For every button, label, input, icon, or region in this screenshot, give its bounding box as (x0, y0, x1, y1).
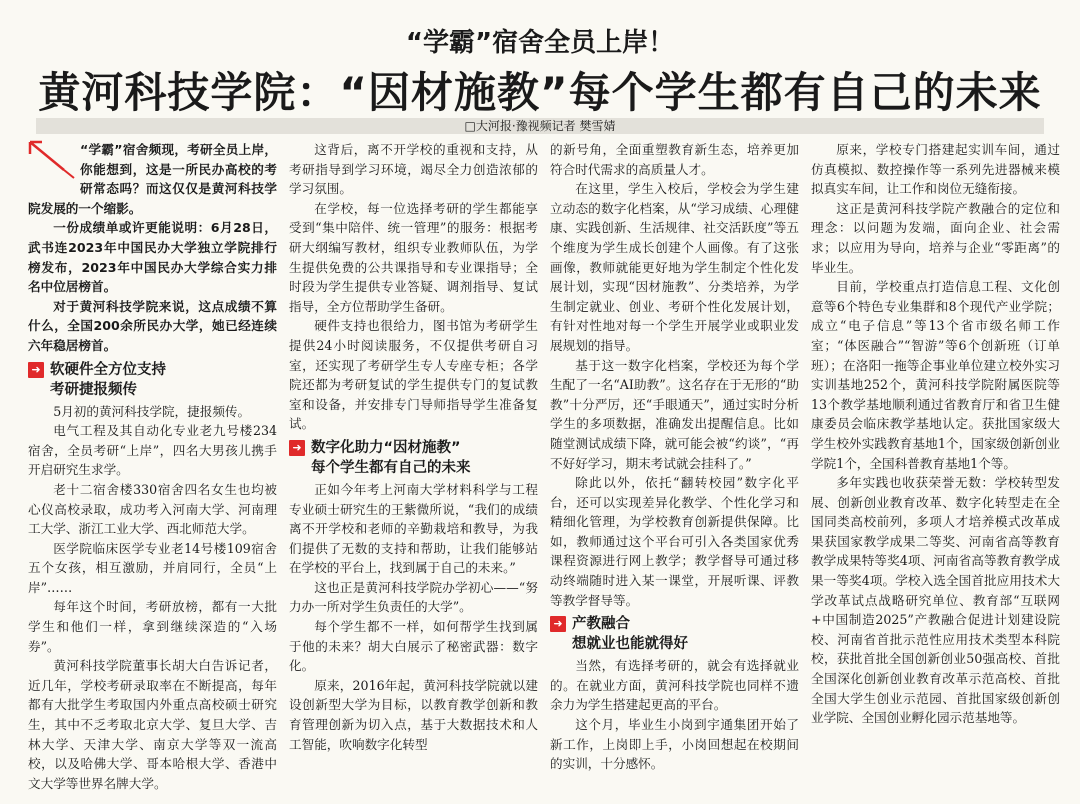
section-arrow-icon: ➜ (28, 362, 44, 378)
section-heading-3: ➜ 产教融合 想就业也能就得好 (550, 614, 799, 654)
body-paragraph: 在学校，每一位选择考研的学生都能享受到“集中陪伴、统一管理”的服务：根据考研大纲编写教材，组织专业教师队伍，为学生提供免费的公共课指导和专业课指导；全时段为学生提供专业答疑、调剂指导、复试指导，全方位帮助学生备研。 (289, 200, 538, 314)
headline: 黄河科技学院：“因材施教”每个学生都有自己的未来 (38, 68, 1042, 117)
lead-paragraph: “学霸”宿舍频现，考研全员上岸，你能想到，这是一所民办高校的考研常态吗？而这仅仅是黄河科技学院发展的一个缩影。 (28, 142, 277, 216)
body-paragraph: 当然，有选择考研的，就会有选择就业的。在就业方面，黄河科技学院也同样不遗余力为学生搭建起更高的平台。 (550, 658, 799, 713)
body-paragraph: 这个月，毕业生小岗到宇通集团开始了新工作，上岗即上手，小岗回想起在校期间的实训，十分感怀。 (550, 717, 799, 772)
body-paragraph: 医学院临床医学专业老14号楼109宿舍五个女孩，相互激励，并肩同行，全员“上岸”…… (28, 540, 277, 595)
kicker: “学霸”宿舍全员上岸！ (405, 28, 675, 58)
lead-paragraph-2: 一份成绩单或许更能说明：6月28日，武书连2023年中国民办大学独立学院排行榜发布，2023年中国民办大学综合实力排名中位居榜首。 (28, 220, 277, 295)
body-paragraph: 黄河科技学院董事长胡大白告诉记者，近几年，学校考研录取率在不断提高，每年都有大批学生考取国内外重点高校硕士研究生，其中不乏考取北京大学、复旦大学、吉林大学、天津大学、南京大学等双一流高校，以及哈佛大学、哥本哈根大学、香港中文大学等世界名牌大学。 (28, 658, 277, 791)
body-paragraph: 这正是黄河科技学院产教融合的定位和理念：以问题为发端，面向企业、社会需求；以应用为导向，培养与企业“零距离”的毕业生。 (811, 200, 1060, 275)
body-paragraph: 除此以外，依托“翻转校园”数字化平台，还可以实现差异化教学、个性化学习和精细化管理，为学校教育创新提供保障。比如，教师通过这个平台可引入各类国家优秀课程资源进行网上教学；教学督导可通过移动终端随时进入某一课堂，开展听课、评教等教学督导等。 (550, 475, 799, 608)
body-paragraph: 这背后，离不开学校的重视和支持，从考研指导到学习环境，竭尽全力创造浓郁的学习氛围。 (289, 142, 538, 197)
body-paragraph: 5月初的黄河科技学院，捷报频传。 (53, 403, 251, 419)
section-heading-1: ➜ 软硬件全方位支持 考研捷报频传 (28, 360, 277, 400)
body-paragraph: 在这里，学生入校后，学校会为学生建立动态的数字化档案，从“学习成绩、心理健康、实践创新、生活规律、社交活跃度”等五个维度为学生成长创建个人画像。有了这张画像，教师就能更好地为学生制定个性化发展计划，实现“因材施教”、分类培养，为学生制定就业、创业、考研个性化发展计划，有针对性地对每一个学生开展学业或职业发展规划的指导。 (550, 181, 799, 353)
section-arrow-icon: ➜ (550, 616, 566, 632)
body-paragraph: 硬件支持也很给力，图书馆为考研学生提供24小时阅读服务，不仅提供考研自习室，还实现了考研学生专人专座专柜；各学院还都为考研复试的学生提供专门的复试教室和设备，并安排专门导师指导学生准备复试。 (289, 318, 538, 432)
body-paragraph: 多年实践也收获荣誉无数：学校转型发展、创新创业教育改革、数字化转型走在全国同类高校前列，多项人才培养模式改革成果获国家教学成果二等奖、河南省高等教育教学成果特等奖4项、河南省高等教育教学成果一等奖4项。学校入选全国首批应用技术大学改革试点战略研究单位、教育部“互联网+中国制造2025”产教融合促进计划建设院校、河南省首批示范性应用技术类型本科院校，获批首批全国创新创业50强高校、首批全国深化创新创业教育改革示范高校、首批全国大学生创业示范园、首批国家级创新创业学院、全国创业孵化园示范基地等。 (811, 475, 1060, 726)
column-4 (811, 140, 1060, 800)
column-2 (289, 140, 538, 800)
body-paragraph: 电气工程及其自动化专业老九号楼234宿舍，全员考研“上岸”，四名大男孩儿携手开启研究生求学。 (28, 423, 277, 478)
body-paragraph: 的新号角，全面重塑教育新生态，培养更加符合时代需求的高质量人才。 (550, 142, 799, 177)
body-paragraph: 目前，学校重点打造信息工程、文化创意等6个特色专业集群和8个现代产业学院；成立“电子信息”等13个省市级名师工作室；“体医融合”“智游”等6个创新班（订单班）；在洛阳一拖等企事业单位建立校外实习实训基地252个，黄河科技学院附属医院等13个教学基地顺利通过省教育厅和省卫生健康委员会临床教学基地认定。获批国家级大学生校外实践教育基地1个，国家级创新创业学院1个，全国科普教育基地1个等。 (811, 279, 1060, 471)
body-paragraph: 原来，学校专门搭建起实训车间，通过仿真模拟、数控操作等一系列先进器械来模拟真实车间，让工作和岗位无缝衔接。 (811, 142, 1060, 197)
section-arrow-icon: ➜ (289, 440, 305, 456)
lead-paragraph-3: 对于黄河科技学院来说，这点成绩不算什么，全国200余所民办大学，她已经连续六年稳居榜首。 (28, 298, 277, 353)
body-paragraph: 每年这个时间，考研放榜，都有一大批学生和他们一样，拿到继续深造的“入场券”。 (28, 599, 277, 654)
body-paragraph: 老十二宿舍楼330宿舍四名女生也均被心仪高校录取，成功考入河南大学、河南理工大学、浙江工业大学、西北师范大学。 (28, 481, 277, 537)
body-paragraph: 基于这一数字化档案，学校还为每个学生配了一名“AI助教”。这名存在于无形的“助教”十分严厉，还“手眼通天”，通过实时分析学生的多项数据，准确发出提醒信息。比如随堂测试成绩下降，就可能会被“约谈”，“再不好好学习，期末考试就会挂科了。” (550, 357, 799, 471)
body-paragraph: 原来，2016年起，黄河科技学院就以建设创新型大学为目标，以教育教学创新和教育管理创新为切入点，基于大数据技术和人工智能，吹响数字化转型 (289, 677, 538, 752)
body-paragraph: 每个学生都不一样，如何帮学生找到属于他的未来？胡大白展示了秘密武器：数字化。 (289, 619, 538, 674)
body-paragraph: 正如今年考上河南大学材料科学与工程专业硕士研究生的王紫微所说，“我们的成绩离不开学校和老师的辛勤栽培和教导，为我们提供了无数的支持和帮助，让我们能够站在学校的平台上，找到属于自己的未来。” (289, 481, 538, 576)
section-heading-2: ➜ 数字化助力“因材施教” 每个学生都有自己的未来 (289, 438, 538, 478)
article-columns (28, 140, 1060, 800)
body-paragraph: 这也正是黄河科技学院办学初心——“努力办一所对学生负责任的大学”。 (289, 579, 538, 615)
corner-arrow-icon (28, 140, 76, 180)
column-1 (28, 140, 277, 800)
byline: □大河报·豫视频记者 樊雪婧 (36, 118, 1044, 134)
column-3 (550, 140, 799, 800)
